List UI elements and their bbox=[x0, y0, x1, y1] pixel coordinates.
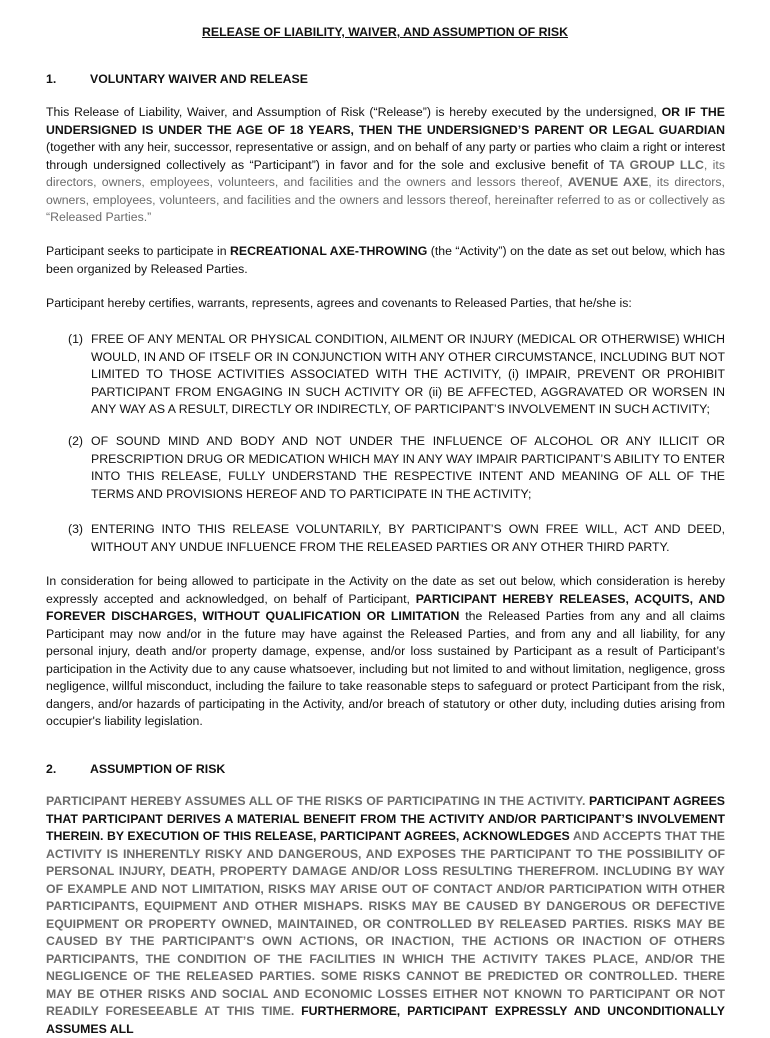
list-item-text: OF SOUND MIND AND BODY AND NOT UNDER THE INFLUENCE OF ALCOHOL OR ANY ILLICIT OR PRESCRIPTION DRUG OR MEDICATION WHICH MAY IN ANY WAY IMPAIR PARTICIPANT’S ABILITY TO ENTER INTO THIS RELEASE, FULLY UNDERSTAND THE RESPECTIVE INTENT AND MEANING OF ALL OF THE TERMS AND PROVISIONS HEREOF AND TO PARTICIPATE IN THE ACTIVITY; bbox=[91, 434, 725, 501]
intro-text-2: (together with any heir, successor, representative or assign, and on behalf of any party or parties who claim a right or interest through undersigned collectively as “Participant”) in favor and for the sole and exclusive benefit of bbox=[46, 140, 725, 172]
list-item bbox=[68, 521, 725, 556]
risk-text-4: FURTHERMORE, PARTICIPANT EXPRESSLY AND UNCONDITIONALLY ASSUMES ALL bbox=[46, 1004, 725, 1036]
company-name: TA GROUP LLC bbox=[609, 157, 704, 172]
section-2-number: 2. bbox=[46, 762, 57, 776]
assumption-of-risk-paragraph bbox=[46, 793, 725, 1038]
risk-text-3: AND ACCEPTS THAT THE ACTIVITY IS INHERENTLY RISKY AND DANGEROUS, AND EXPOSES THE PARTICIPANT TO THE POSSIBILITY OF PERSONAL INJURY, DEATH, PROPERTY DAMAGE AND/OR LOSS RESULTING THEREFROM. INCLUDING BY WAY OF EXAMPLE AND NOT LIMITATION, RISKS MAY ARISE OUT OF CONTACT AND/OR PARTICIPATION WITH OTHER PARTICIPANTS, EQUIPMENT AND OTHER MISHAPS. RISKS MAY BE CAUSED BY DANGEROUS OR DEFECTIVE EQUIPMENT OR PROPERTY OWNED, MAINTAINED, OR CONTROLLED BY RELEASED PARTIES. RISKS MAY BE CAUSED BY THE PARTICIPANT’S OWN ACTIONS, OR INACTION, THE ACTIONS OR INACTION OF OTHERS PARTICIPANTS, THE CONDITION OF THE FACILITIES IN WHICH THE ACTIVITY TAKES PLACE, AND/OR THE NEGLIGENCE OF THE RELEASED PARTIES. SOME RISKS CANNOT BE PREDICTED OR CONTROLLED. THERE MAY BE OTHER RISKS AND SOCIAL AND ECONOMIC LOSSES EITHER NOT KNOWN TO PARTICIPANT OR NOT READILY FORESEEABLE AT THIS TIME. bbox=[46, 829, 725, 1018]
list-item-marker: (1) bbox=[68, 332, 84, 346]
list-item bbox=[68, 331, 725, 419]
certification-paragraph: Participant hereby certifies, warrants, represents, agrees and covenants to Released Parties, that he/she is: bbox=[46, 296, 632, 310]
intro-text-3: , its directors, owners, employees, volunteers, and facilities and the owners and lessors thereof, bbox=[46, 157, 725, 189]
intro-text-1: This Release of Liability, Waiver, and Assumption of Risk (“Release”) is hereby executed by the undersigned, bbox=[46, 105, 662, 119]
document-title: RELEASE OF LIABILITY, WAIVER, AND ASSUMPTION OF RISK bbox=[202, 25, 568, 39]
risk-text-2: PARTICIPANT AGREES THAT PARTICIPANT DERIVES A MATERIAL BENEFIT FROM THE ACTIVITY AND/OR PARTICIPANT’S INVOLVEMENT THEREIN. BY EXECUTION OF THIS RELEASE, PARTICIPANT AGREES, ACKNOWLEDGES bbox=[46, 794, 725, 843]
list-item-text: ENTERING INTO THIS RELEASE VOLUNTARILY, BY PARTICIPANT’S OWN FREE WILL, ACT AND DEED, WITHOUT ANY UNDUE INFLUENCE FROM THE RELEASED PARTIES OR ANY OTHER THIRD PARTY. bbox=[91, 522, 725, 554]
activity-text-2: (the “Activity”) on the date as set out below, which has been organized by Released Parties. bbox=[46, 244, 726, 276]
activity-name: RECREATIONAL AXE-THROWING bbox=[230, 244, 428, 258]
section-2-heading bbox=[46, 761, 225, 779]
list-item-marker: (3) bbox=[68, 522, 84, 536]
activity-paragraph bbox=[46, 243, 725, 278]
release-intro-paragraph bbox=[46, 104, 725, 227]
section-1-heading bbox=[46, 71, 308, 89]
section-2-title: ASSUMPTION OF RISK bbox=[90, 762, 226, 776]
list-item-marker: (2) bbox=[68, 434, 84, 448]
risk-text-1: PARTICIPANT HEREBY ASSUMES ALL OF THE RISKS OF PARTICIPATING IN THE ACTIVITY. bbox=[46, 794, 586, 808]
venue-name: AVENUE AXE bbox=[567, 175, 649, 189]
section-1-title: VOLUNTARY WAIVER AND RELEASE bbox=[90, 72, 308, 86]
intro-text-4: , its directors, owners, employees, volunteers, and facilities and the owners and lessors thereof, hereinafter referred to as or collectively as “Released Parties.” bbox=[46, 175, 725, 224]
list-item-text: FREE OF ANY MENTAL OR PHYSICAL CONDITION, AILMENT OR INJURY (MEDICAL OR OTHERWISE) WHICH WOULD, IN AND OF ITSELF OR IN CONJUNCTION WITH ANY OTHER CIRCUMSTANCE, INCLUDING BUT NOT LIMITED TO THOSE ACTIVITIES ASSOCIATED WITH THE ACTIVITY, (i) IMPAIR, PREVENT OR PROHIBIT PARTICIPANT FROM ENGAGING IN SUCH ACTIVITY OR (ii) BE AFFECTED, AGGRAVATED OR WORSEN IN ANY WAY AS A RESULT, DIRECTLY OR INDIRECTLY, OF PARTICIPANT’S INVOLVEMENT IN SUCH ACTIVITY; bbox=[91, 332, 725, 416]
intro-guardian-clause: OR IF THE UNDERSIGNED IS UNDER THE AGE OF 18 YEARS, THEN THE UNDERSIGNED’S PARENT OR LEGAL GUARDIAN bbox=[46, 105, 725, 137]
list-item bbox=[68, 433, 725, 503]
release-clause: PARTICIPANT HEREBY RELEASES, ACQUITS, AND FOREVER DISCHARGES, WITHOUT QUALIFICATION OR LIMITATION bbox=[46, 591, 725, 623]
release-consideration-paragraph bbox=[46, 573, 725, 731]
activity-text-1: Participant seeks to participate in bbox=[46, 244, 231, 258]
consideration-text-1: In consideration for being allowed to participate in the Activity on the date as set out below, which consideration is hereby expressly accepted and acknowledged, on behalf of Participant, bbox=[46, 574, 725, 606]
section-1-number: 1. bbox=[46, 72, 57, 86]
consideration-text-2: the Released Parties from any and all claims Participant may now and/or in the future may have against the Released Parties, and from any and all liability, for any personal injury, death and/or property damage, expense, and/or loss sustained by Participant as a result of Participant’s participation in the Activity due to any cause whatsoever, including but not limited to and without limitation, negligence, gross negligence, willful misconduct, including the failure to take reasonable steps to safeguard or protect Participant from the risk, dangers, and/or hazards of participating in the Activity, and/or breach of statutory or other duty, including duties arising from occupier's liability legislation. bbox=[46, 609, 725, 728]
